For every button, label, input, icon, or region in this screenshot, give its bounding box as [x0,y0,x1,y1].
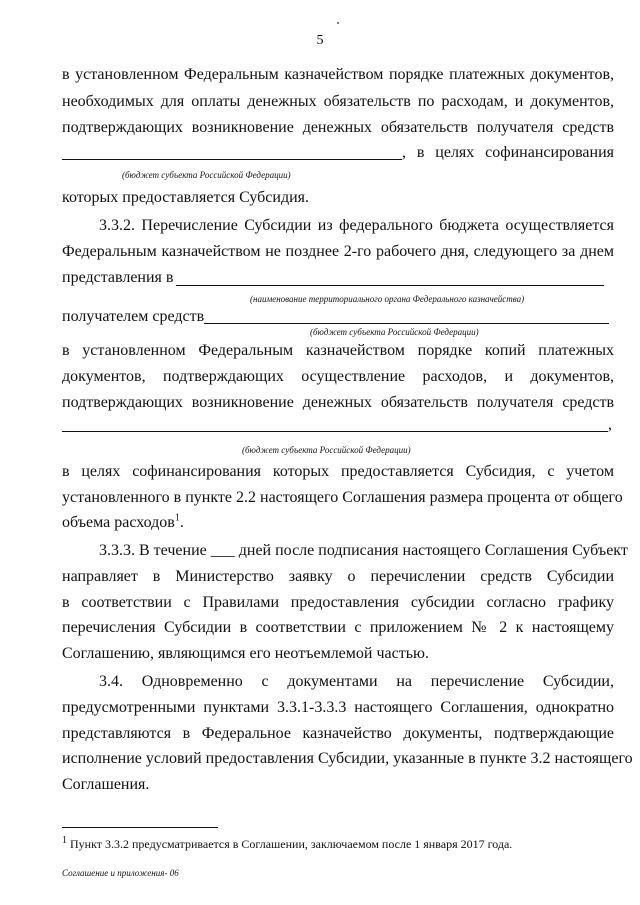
text-line: в установленном Федеральным казначейством порядке платежных документов, [62,66,614,83]
fill-in-line [62,431,608,432]
footnote-separator [62,827,218,828]
page-footer: Соглашение и приложения- 06 [62,868,179,878]
text-line: Соглашению, являющимся его неотъемлемой частью. [62,645,429,662]
text-line: Федеральным казначейством не позднее 2-го рабочего дня, следующего за днем [62,243,614,260]
text-line: предусмотренными пунктами 3.3.1-3.3.3 настоящего Соглашения, однократно [62,699,614,716]
field-caption: (наименование территориального органа Федерального казначейства) [250,294,525,304]
text-line: документов, подтверждающих осуществление расходов, и документов, [62,368,614,385]
text-line [62,512,184,534]
text-fragment: объема расходов [62,514,175,531]
text-line: установленного в пункте 2.2 настоящего Соглашения размера процента от общего [62,489,623,506]
field-caption: (бюджет субъекта Российской Федерации) [310,327,479,337]
text-line: направляет в Министерство заявку о перечислении средств Субсидии [62,568,614,585]
page-number: 5 [316,33,324,48]
scan-speck [337,22,339,24]
fill-in-line [62,159,402,160]
text-line: получателем средств [62,308,205,325]
text-line: перечисления Субсидии в соответствии с приложением № 2 к настоящему [62,619,614,636]
text-line: в соответствии с Правилами предоставления субсидии согласно графику [62,594,614,611]
text-line: в целях софинансирования которых предоставляется Субсидия, с учетом [62,463,614,480]
field-caption: (бюджет субъекта Российской Федерации) [242,445,411,455]
fill-in-line [176,285,604,286]
text-line: , в целях софинансирования [402,144,614,161]
text-line: в установленном Федеральным казначейством порядке копий платежных [62,342,614,359]
text-line: , [608,416,612,433]
text-line: подтверждающих возникновение денежных обязательств получателя средств [62,119,614,136]
text-fragment: . [179,514,184,531]
footnote [62,837,512,851]
text-line: 3.3.2. Перечисление Субсидии из федерального бюджета осуществляется [99,217,614,234]
fill-in-line [204,323,609,324]
footnote-ref: 1 [174,512,180,524]
text-line: которых предоставляется Субсидия. [62,189,310,206]
text-line: 3.4. Одновременно с документами на перечисление Субсидии, [99,673,614,690]
field-caption: (бюджет субъекта Российской Федерации) [122,170,291,180]
footnote-mark: 1 [62,835,67,846]
text-line: 3.3.3. В течение ___ дней после подписания настоящего Соглашения Субъект [99,542,628,559]
footnote-text: Пункт 3.3.2 предусматривается в Соглашении, заключаемом после 1 января 2017 года. [67,837,513,851]
text-line: Соглашения. [62,776,150,793]
text-line: исполнение условий предоставления Субсидии, указанные в пункте 3.2 настоящего [62,750,633,767]
text-line: представляются в Федеральное казначейство документы, подтверждающие [62,725,614,742]
text-line: необходимых для оплаты денежных обязательств по расходам, и документов, [62,93,614,110]
text-line: подтверждающих возникновение денежных обязательств получателя средств [62,394,614,411]
text-line: представления в [62,269,174,286]
